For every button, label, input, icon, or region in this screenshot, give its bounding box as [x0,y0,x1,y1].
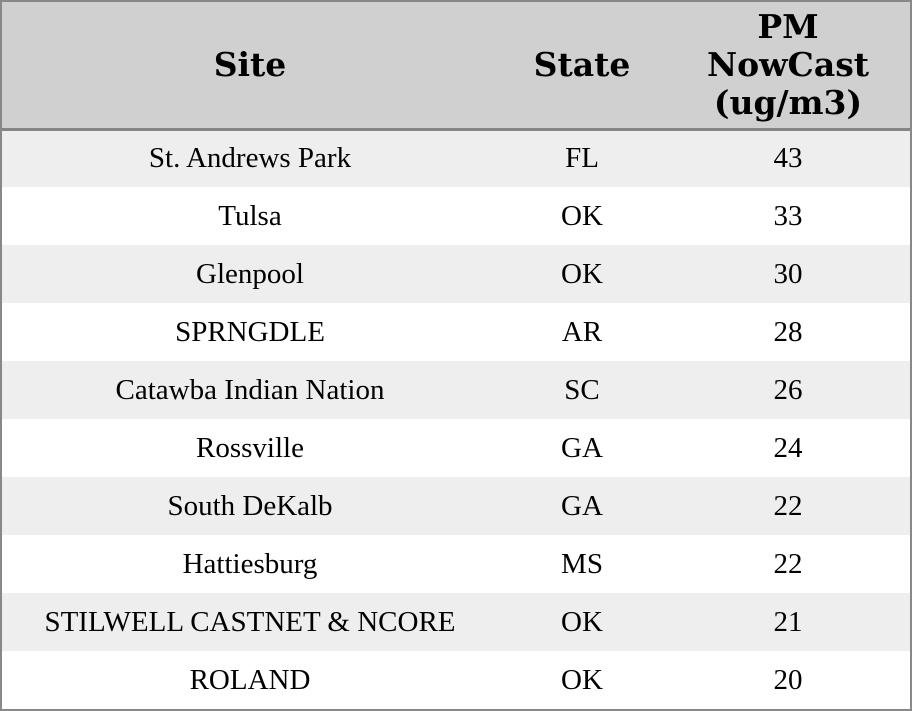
value-cell: 33 [773,199,803,232]
site-cell: Glenpool [196,257,304,290]
table-row [2,651,910,709]
col-header-state [498,2,666,129]
table-row [2,187,910,245]
data-table [2,2,910,709]
state-cell: OK [561,663,603,696]
state-cell: GA [561,489,603,522]
table-row [2,129,910,187]
value-cell: 20 [773,663,803,696]
col-header-pm-line3: (ug/m3) [713,82,863,122]
state-cell: GA [561,431,603,464]
state-cell: FL [565,142,599,175]
table-row [2,361,910,419]
state-cell: AR [561,315,603,348]
table-row [2,477,910,535]
value-cell: 30 [773,257,803,290]
value-cell: 22 [773,489,803,522]
table-row [2,593,910,651]
state-cell: MS [561,547,603,580]
value-cell: 22 [773,547,803,580]
table-header-row [2,2,910,129]
site-cell: SPRNGDLE [175,315,325,348]
col-header-site [2,2,498,129]
table-row [2,535,910,593]
col-header-pm-line2: NowCast [706,44,870,84]
value-cell: 26 [773,373,803,406]
site-cell: STILWELL CASTNET & NCORE [44,605,456,638]
state-cell: OK [561,605,603,638]
value-cell: 28 [773,315,803,348]
site-cell: St. Andrews Park [148,142,352,175]
site-cell: Hattiesburg [182,547,318,580]
table-row [2,303,910,361]
col-header-pm-nowcast [666,2,910,129]
col-header-state-label: State [533,44,631,84]
site-cell: South DeKalb [167,489,333,522]
value-cell: 21 [773,605,803,638]
col-header-site-label: Site [213,44,287,84]
site-cell: Catawba Indian Nation [115,373,385,406]
site-cell: Rossville [196,431,304,464]
value-cell: 43 [773,142,803,175]
value-cell: 24 [773,431,803,464]
table-row [2,419,910,477]
site-cell: ROLAND [189,663,311,696]
state-cell: OK [561,257,603,290]
table-row [2,245,910,303]
site-cell: Tulsa [218,199,282,232]
state-cell: OK [561,199,603,232]
state-cell: SC [564,373,600,406]
col-header-pm-line1: PM [757,6,819,46]
